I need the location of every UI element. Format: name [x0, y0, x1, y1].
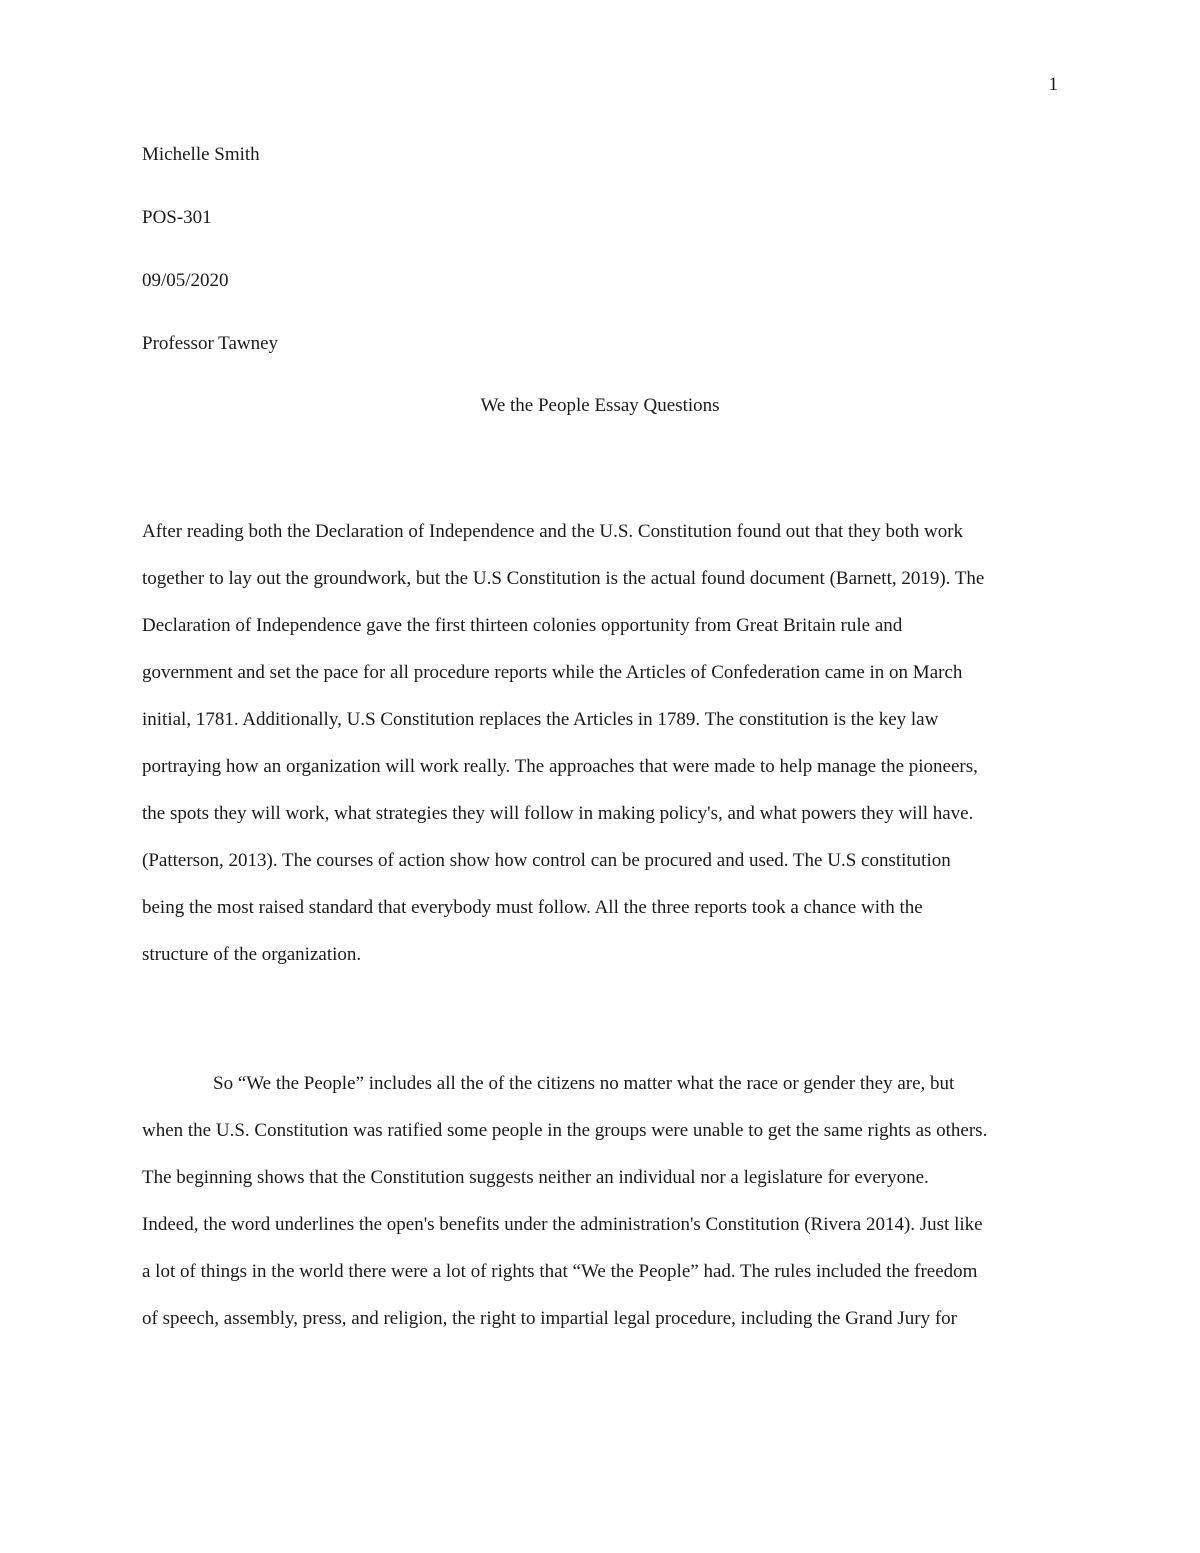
- document-date: 09/05/2020: [142, 270, 229, 291]
- paragraph-2: [142, 1072, 1058, 1354]
- text-line: the spots they will work, what strategies they will follow in making policy's, and what powers they will have.: [142, 803, 974, 824]
- page-number: 1: [1048, 74, 1058, 95]
- instructor-name: Professor Tawney: [142, 333, 279, 354]
- essay-title: We the People Essay Questions: [480, 395, 720, 416]
- text-line: portraying how an organization will work really. The approaches that were made to help manage the pioneers,: [142, 756, 978, 777]
- text-line: being the most raised standard that everybody must follow. All the three reports took a chance with the: [142, 897, 923, 918]
- text-line: Declaration of Independence gave the first thirteen colonies opportunity from Great Britain rule and: [142, 615, 903, 636]
- text-line: government and set the pace for all procedure reports while the Articles of Confederation came in on March: [142, 662, 963, 683]
- text-line: together to lay out the groundwork, but the U.S Constitution is the actual found document (Barnett, 2019). The: [142, 568, 985, 589]
- text-line: structure of the organization.: [142, 944, 362, 965]
- text-line: Indeed, the word underlines the open's benefits under the administration's Constitution (Rivera 2014). Just like: [142, 1214, 983, 1235]
- text-line: The beginning shows that the Constitution suggests neither an individual nor a legislature for everyone.: [142, 1167, 929, 1188]
- text-line: of speech, assembly, press, and religion, the right to impartial legal procedure, including the Grand Jury for: [142, 1308, 958, 1329]
- text-line: After reading both the Declaration of Independence and the U.S. Constitution found out that they both work: [142, 521, 964, 542]
- author-name: Michelle Smith: [142, 144, 260, 165]
- paragraph-1: [142, 520, 1058, 990]
- header-block: [142, 143, 1058, 395]
- text-line: when the U.S. Constitution was ratified some people in the groups were unable to get the same rights as others.: [142, 1120, 988, 1141]
- text-line: a lot of things in the world there were a lot of rights that “We the People” had. The rules included the freedom: [142, 1261, 978, 1282]
- text-line: (Patterson, 2013). The courses of action show how control can be procured and used. The U.S constitution: [142, 850, 951, 871]
- text-line: initial, 1781. Additionally, U.S Constitution replaces the Articles in 1789. The constitution is the key law: [142, 709, 939, 730]
- course-code: POS-301: [142, 207, 212, 228]
- text-line: So “We the People” includes all the of the citizens no matter what the race or gender they are, but: [213, 1073, 955, 1094]
